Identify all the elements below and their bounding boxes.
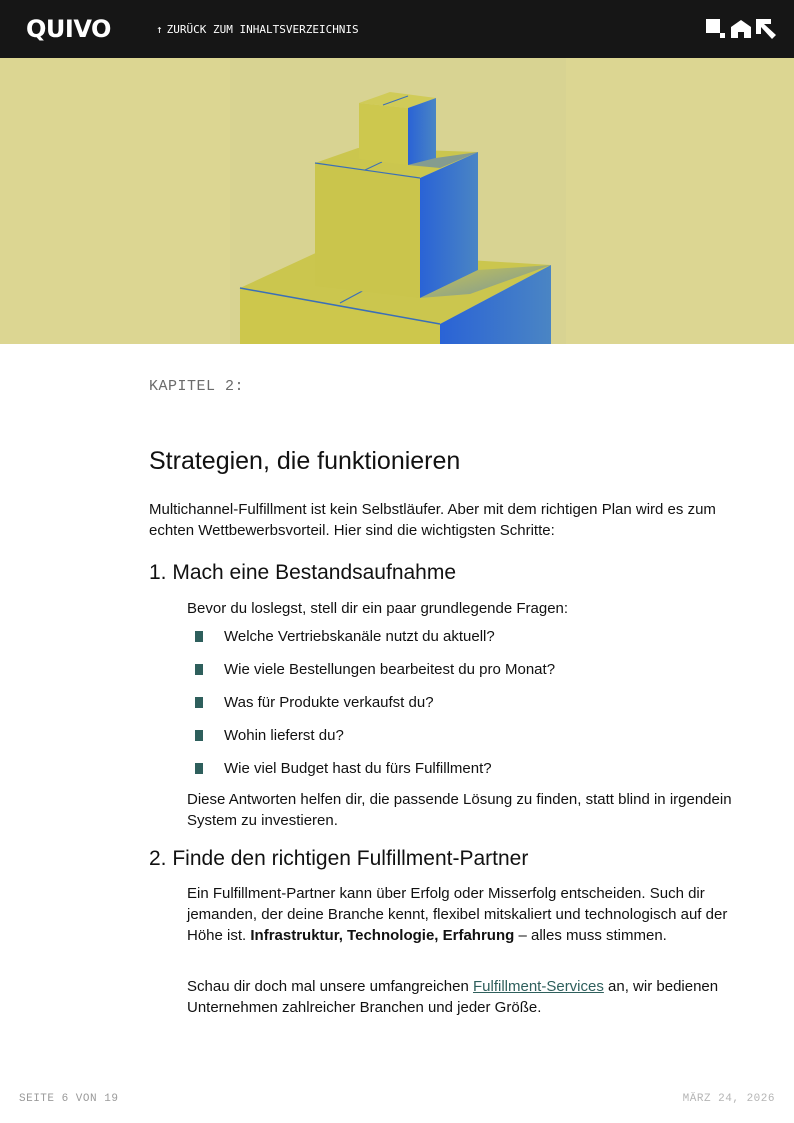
chapter-label: KAPITEL 2:	[149, 378, 245, 395]
page-title: Strategien, die funktionieren	[149, 447, 461, 475]
list-item-text: Was für Produkte verkaufst du?	[224, 694, 434, 711]
hero-image	[0, 58, 794, 344]
section2-paragraph-1-bold: Infrastruktur, Technologie, Erfahrung	[250, 927, 515, 944]
section2-paragraph-1-text: Ein Fulfillment-Partner kann über Erfolg oder Misserfolg entscheiden. Such dir jemanden, der deine Branche kennt, flexibel mitskaliert und technologisch auf der Höhe ist.	[187, 885, 728, 944]
house-icon	[731, 19, 751, 39]
list-item-text: Wie viele Bestellungen bearbeitest du pro Monat?	[224, 661, 556, 678]
section1-outro: Diese Antworten helfen dir, die passende Lösung zu finden, statt blind in irgendein System zu investieren.	[187, 791, 732, 829]
section-heading-2: 2. Finde den richtigen Fulfillment-Partner	[149, 847, 529, 870]
top-bar	[0, 0, 794, 58]
list-item-text: Wohin lieferst du?	[224, 727, 344, 744]
section2-paragraph-1-end: – alles muss stimmen.	[514, 927, 667, 944]
section2-paragraph-1	[187, 883, 747, 946]
bullet-square-icon	[195, 763, 203, 774]
stacked-boxes-illustration	[0, 58, 794, 344]
bullet-square-icon	[195, 631, 203, 642]
section2-paragraph-2-before: Schau dir doch mal unsere umfangreichen	[187, 978, 473, 995]
footer-date: MÄRZ 24, 2026	[682, 1093, 775, 1105]
bullet-square-icon	[195, 664, 203, 675]
bullet-square-icon	[195, 730, 203, 741]
arrow-up-icon: ↑	[156, 23, 163, 36]
square-icon	[706, 19, 726, 39]
list-item-text: Wie viel Budget hast du fürs Fulfillment?	[224, 760, 492, 777]
back-to-toc-link[interactable]	[156, 22, 359, 38]
section2-paragraph-2	[187, 976, 747, 1018]
intro-paragraph: Multichannel-Fulfillment ist kein Selbstläufer. Aber mit dem richtigen Plan wird es zum echten Wettbewerbsvorteil. Hier sind die wichtigsten Schritte:	[149, 501, 716, 539]
section1-lead: Bevor du loslegst, stell dir ein paar grundlegende Fragen:	[187, 600, 569, 617]
back-link-label: ZURÜCK ZUM INHALTSVERZEICHNIS	[166, 23, 359, 36]
arrow-icon	[756, 19, 776, 39]
page-number: SEITE 6 VON 19	[19, 1093, 119, 1105]
section2-paragraph-2-after: an, wir bedienen Unternehmen zahlreicher Branchen und jeder Größe.	[187, 978, 719, 1016]
section-heading-1: 1. Mach eine Bestandsaufnahme	[149, 561, 457, 584]
fulfillment-services-link[interactable]: Fulfillment-Services	[473, 978, 604, 995]
list-item-text: Welche Vertriebskanäle nutzt du aktuell?	[224, 628, 495, 645]
brand-icons	[706, 19, 776, 39]
logo[interactable]: QUIVO	[26, 15, 111, 43]
bullet-square-icon	[195, 697, 203, 708]
